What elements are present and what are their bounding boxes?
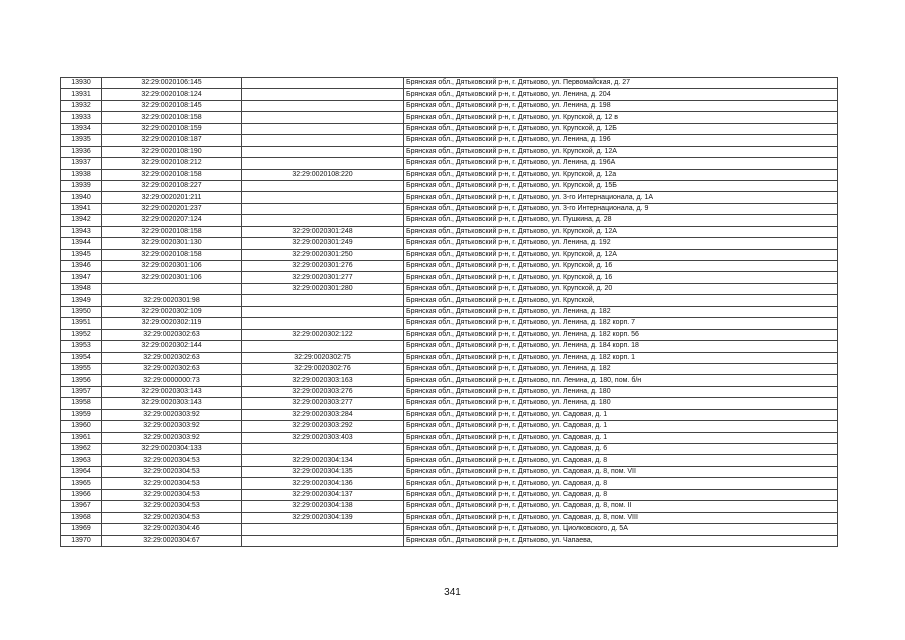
- record-number-cell: 13931: [61, 89, 102, 100]
- table-row: [61, 455, 838, 466]
- cadastral-number-cell: 32:29:0020108:158: [102, 249, 242, 260]
- related-cadastral-number-cell: 32:29:0020303:163: [242, 375, 404, 386]
- address-cell: Брянская обл., Дятьковский р-н, г. Дятьково, ул. Садовая, д. 8: [404, 478, 838, 489]
- cadastral-number-cell: 32:29:0020304:67: [102, 535, 242, 546]
- address-cell: Брянская обл., Дятьковский р-н, г. Дятьково, ул. Крупской, д. 16: [404, 272, 838, 283]
- address-cell: Брянская обл., Дятьковский р-н, г. Дятьково, ул. Пушкина, д. 28: [404, 215, 838, 226]
- related-cadastral-number-cell: 32:29:0020303:292: [242, 421, 404, 432]
- address-cell: Брянская обл., Дятьковский р-н, г. Дятьково, ул. Ленина, д. 182: [404, 363, 838, 374]
- record-number-cell: 13941: [61, 203, 102, 214]
- record-number-cell: 13952: [61, 329, 102, 340]
- related-cadastral-number-cell: 32:29:0020301:248: [242, 226, 404, 237]
- record-number-cell: 13969: [61, 524, 102, 535]
- cadastral-number-cell: 32:29:0020301:130: [102, 238, 242, 249]
- related-cadastral-number-cell: [242, 535, 404, 546]
- record-number-cell: 13940: [61, 192, 102, 203]
- cadastral-number-cell: 32:29:0020303:92: [102, 421, 242, 432]
- address-cell: Брянская обл., Дятьковский р-н, г. Дятьково, ул. Чапаева,: [404, 535, 838, 546]
- table-row: [61, 158, 838, 169]
- address-cell: Брянская обл., Дятьковский р-н, г. Дятьково, ул. Крупской, д. 12А: [404, 146, 838, 157]
- address-cell: Брянская обл., Дятьковский р-н, г. Дятьково, ул. Крупской, д. 12 в: [404, 112, 838, 123]
- record-number-cell: 13935: [61, 135, 102, 146]
- address-cell: Брянская обл., Дятьковский р-н, г. Дятьково, ул. Ленина, д. 180: [404, 398, 838, 409]
- table-row: [61, 272, 838, 283]
- related-cadastral-number-cell: [242, 192, 404, 203]
- cadastral-number-cell: 32:29:0020303:92: [102, 432, 242, 443]
- table-row: [61, 421, 838, 432]
- table-row: [61, 123, 838, 134]
- record-number-cell: 13956: [61, 375, 102, 386]
- cadastral-number-cell: 32:29:0020304:53: [102, 501, 242, 512]
- related-cadastral-number-cell: 32:29:0020301:250: [242, 249, 404, 260]
- record-number-cell: 13965: [61, 478, 102, 489]
- table-row: [61, 329, 838, 340]
- related-cadastral-number-cell: [242, 135, 404, 146]
- cadastral-number-cell: 32:29:0020201:211: [102, 192, 242, 203]
- cadastral-number-cell: 32:29:0020304:53: [102, 478, 242, 489]
- record-number-cell: 13966: [61, 489, 102, 500]
- related-cadastral-number-cell: 32:29:0020304:135: [242, 466, 404, 477]
- related-cadastral-number-cell: [242, 180, 404, 191]
- cadastral-number-cell: 32:29:0020304:133: [102, 444, 242, 455]
- cadastral-number-cell: 32:29:0020207:124: [102, 215, 242, 226]
- address-cell: Брянская обл., Дятьковский р-н, г. Дятьково, ул. Ленина, д. 182 корп. 56: [404, 329, 838, 340]
- related-cadastral-number-cell: 32:29:0020303:284: [242, 409, 404, 420]
- address-cell: Брянская обл., Дятьковский р-н, г. Дятьково, ул. Садовая, д. 1: [404, 432, 838, 443]
- address-cell: Брянская обл., Дятьковский р-н, г. Дятьково, ул. Циолковского, д. 5А: [404, 524, 838, 535]
- record-number-cell: 13936: [61, 146, 102, 157]
- related-cadastral-number-cell: [242, 100, 404, 111]
- cadastral-number-cell: 32:29:0020108:124: [102, 89, 242, 100]
- table-row: [61, 215, 838, 226]
- record-number-cell: 13943: [61, 226, 102, 237]
- cadastral-number-cell: 32:29:0020201:237: [102, 203, 242, 214]
- cadastral-number-cell: 32:29:0020108:159: [102, 123, 242, 134]
- table-row: [61, 100, 838, 111]
- address-cell: Брянская обл., Дятьковский р-н, г. Дятьково, ул. 3-го Интернационала, д. 1А: [404, 192, 838, 203]
- related-cadastral-number-cell: [242, 146, 404, 157]
- cadastral-number-cell: 32:29:0020302:63: [102, 329, 242, 340]
- related-cadastral-number-cell: [242, 78, 404, 89]
- table-row: [61, 89, 838, 100]
- cadastral-number-cell: 32:29:0020302:144: [102, 341, 242, 352]
- related-cadastral-number-cell: [242, 112, 404, 123]
- cadastral-number-cell: 32:29:0020108:158: [102, 226, 242, 237]
- related-cadastral-number-cell: [242, 158, 404, 169]
- address-cell: Брянская обл., Дятьковский р-н, г. Дятьково, ул. Крупской,: [404, 295, 838, 306]
- cadastral-number-cell: 32:29:0000000:73: [102, 375, 242, 386]
- record-number-cell: 13960: [61, 421, 102, 432]
- table-row: [61, 78, 838, 89]
- related-cadastral-number-cell: 32:29:0020304:137: [242, 489, 404, 500]
- related-cadastral-number-cell: 32:29:0020304:136: [242, 478, 404, 489]
- cadastral-number-cell: 32:29:0020108:212: [102, 158, 242, 169]
- address-cell: Брянская обл., Дятьковский р-н, г. Дятьково, ул. Садовая, д. 8, пом. VII: [404, 466, 838, 477]
- record-number-cell: 13932: [61, 100, 102, 111]
- address-cell: Брянская обл., Дятьковский р-н, г. Дятьково, ул. Крупской, д. 20: [404, 283, 838, 294]
- table-row: [61, 444, 838, 455]
- registry-table-body: [61, 78, 838, 547]
- address-cell: Брянская обл., Дятьковский р-н, г. Дятьково, ул. Садовая, д. 6: [404, 444, 838, 455]
- address-cell: Брянская обл., Дятьковский р-н, г. Дятьково, ул. Ленина, д. 180: [404, 386, 838, 397]
- address-cell: Брянская обл., Дятьковский р-н, г. Дятьково, ул. Ленина, д. 182 корп. 7: [404, 318, 838, 329]
- related-cadastral-number-cell: 32:29:0020304:139: [242, 512, 404, 523]
- table-row: [61, 409, 838, 420]
- address-cell: Брянская обл., Дятьковский р-н, г. Дятьково, ул. Ленина, д. 182 корп. 1: [404, 352, 838, 363]
- record-number-cell: 13944: [61, 238, 102, 249]
- cadastral-number-cell: 32:29:0020302:63: [102, 363, 242, 374]
- record-number-cell: 13950: [61, 306, 102, 317]
- cadastral-number-cell: 32:29:0020304:53: [102, 512, 242, 523]
- cadastral-number-cell: 32:29:0020304:53: [102, 489, 242, 500]
- table-row: [61, 226, 838, 237]
- table-row: [61, 135, 838, 146]
- table-row: [61, 489, 838, 500]
- related-cadastral-number-cell: [242, 318, 404, 329]
- cadastral-number-cell: 32:29:0020301:106: [102, 261, 242, 272]
- address-cell: Брянская обл., Дятьковский р-н, г. Дятьково, ул. Крупской, д. 12Б: [404, 123, 838, 134]
- record-number-cell: 13934: [61, 123, 102, 134]
- record-number-cell: 13953: [61, 341, 102, 352]
- related-cadastral-number-cell: 32:29:0020302:76: [242, 363, 404, 374]
- table-row: [61, 203, 838, 214]
- address-cell: Брянская обл., Дятьковский р-н, г. Дятьково, ул. Ленина, д. 198: [404, 100, 838, 111]
- cadastral-number-cell: 32:29:0020303:143: [102, 398, 242, 409]
- table-row: [61, 306, 838, 317]
- address-cell: Брянская обл., Дятьковский р-н, г. Дятьково, ул. Крупской, д. 16: [404, 261, 838, 272]
- record-number-cell: 13961: [61, 432, 102, 443]
- address-cell: Брянская обл., Дятьковский р-н, г. Дятьково, ул. Ленина, д. 184 корп. 18: [404, 341, 838, 352]
- related-cadastral-number-cell: 32:29:0020303:403: [242, 432, 404, 443]
- table-row: [61, 180, 838, 191]
- cadastral-number-cell: 32:29:0020108:190: [102, 146, 242, 157]
- cadastral-number-cell: 32:29:0020302:109: [102, 306, 242, 317]
- related-cadastral-number-cell: [242, 123, 404, 134]
- record-number-cell: 13958: [61, 398, 102, 409]
- cadastral-number-cell: 32:29:0020303:143: [102, 386, 242, 397]
- record-number-cell: 13945: [61, 249, 102, 260]
- record-number-cell: 13948: [61, 283, 102, 294]
- table-row: [61, 192, 838, 203]
- table-row: [61, 238, 838, 249]
- address-cell: Брянская обл., Дятьковский р-н, г. Дятьково, ул. Ленина, д. 196: [404, 135, 838, 146]
- related-cadastral-number-cell: 32:29:0020303:277: [242, 398, 404, 409]
- record-number-cell: 13963: [61, 455, 102, 466]
- record-number-cell: 13967: [61, 501, 102, 512]
- record-number-cell: 13962: [61, 444, 102, 455]
- table-row: [61, 283, 838, 294]
- record-number-cell: 13933: [61, 112, 102, 123]
- table-row: [61, 478, 838, 489]
- related-cadastral-number-cell: 32:29:0020301:280: [242, 283, 404, 294]
- cadastral-number-cell: 32:29:0020304:46: [102, 524, 242, 535]
- cadastral-number-cell: 32:29:0020108:145: [102, 100, 242, 111]
- table-row: [61, 398, 838, 409]
- table-row: [61, 524, 838, 535]
- table-row: [61, 363, 838, 374]
- related-cadastral-number-cell: [242, 203, 404, 214]
- related-cadastral-number-cell: 32:29:0020302:75: [242, 352, 404, 363]
- record-number-cell: 13959: [61, 409, 102, 420]
- address-cell: Брянская обл., Дятьковский р-н, г. Дятьково, ул. Первомайская, д. 27: [404, 78, 838, 89]
- address-cell: Брянская обл., Дятьковский р-н, г. Дятьково, ул. Крупской, д. 12А: [404, 249, 838, 260]
- cadastral-number-cell: [102, 283, 242, 294]
- record-number-cell: 13964: [61, 466, 102, 477]
- related-cadastral-number-cell: [242, 215, 404, 226]
- table-row: [61, 169, 838, 180]
- cadastral-number-cell: 32:29:0020302:119: [102, 318, 242, 329]
- record-number-cell: 13938: [61, 169, 102, 180]
- cadastral-number-cell: 32:29:0020108:187: [102, 135, 242, 146]
- record-number-cell: 13937: [61, 158, 102, 169]
- table-row: [61, 535, 838, 546]
- address-cell: Брянская обл., Дятьковский р-н, г. Дятьково, ул. Крупской, д. 12А: [404, 226, 838, 237]
- record-number-cell: 13954: [61, 352, 102, 363]
- cadastral-number-cell: 32:29:0020302:63: [102, 352, 242, 363]
- table-row: [61, 112, 838, 123]
- record-number-cell: 13955: [61, 363, 102, 374]
- cadastral-number-cell: 32:29:0020304:53: [102, 466, 242, 477]
- table-row: [61, 341, 838, 352]
- address-cell: Брянская обл., Дятьковский р-н, г. Дятьково, ул. Садовая, д. 8, пом. VIII: [404, 512, 838, 523]
- related-cadastral-number-cell: [242, 295, 404, 306]
- address-cell: Брянская обл., Дятьковский р-н, г. Дятьково, ул. Ленина, д. 204: [404, 89, 838, 100]
- record-number-cell: 13942: [61, 215, 102, 226]
- table-row: [61, 146, 838, 157]
- address-cell: Брянская обл., Дятьковский р-н, г. Дятьково, пл. Ленина, д. 180, пом. б/н: [404, 375, 838, 386]
- address-cell: Брянская обл., Дятьковский р-н, г. Дятьково, ул. Ленина, д. 182: [404, 306, 838, 317]
- related-cadastral-number-cell: 32:29:0020108:220: [242, 169, 404, 180]
- record-number-cell: 13949: [61, 295, 102, 306]
- address-cell: Брянская обл., Дятьковский р-н, г. Дятьково, ул. Садовая, д. 1: [404, 421, 838, 432]
- related-cadastral-number-cell: [242, 306, 404, 317]
- table-row: [61, 386, 838, 397]
- address-cell: Брянская обл., Дятьковский р-н, г. Дятьково, ул. Ленина, д. 196А: [404, 158, 838, 169]
- table-row: [61, 295, 838, 306]
- address-cell: Брянская обл., Дятьковский р-н, г. Дятьково, ул. 3-го Интернационала, д. 9: [404, 203, 838, 214]
- related-cadastral-number-cell: [242, 89, 404, 100]
- record-number-cell: 13951: [61, 318, 102, 329]
- table-row: [61, 249, 838, 260]
- related-cadastral-number-cell: 32:29:0020304:134: [242, 455, 404, 466]
- record-number-cell: 13957: [61, 386, 102, 397]
- related-cadastral-number-cell: 32:29:0020302:122: [242, 329, 404, 340]
- record-number-cell: 13968: [61, 512, 102, 523]
- address-cell: Брянская обл., Дятьковский р-н, г. Дятьково, ул. Крупской, д. 12а: [404, 169, 838, 180]
- record-number-cell: 13946: [61, 261, 102, 272]
- related-cadastral-number-cell: 32:29:0020303:276: [242, 386, 404, 397]
- table-row: [61, 432, 838, 443]
- related-cadastral-number-cell: 32:29:0020301:249: [242, 238, 404, 249]
- cadastral-number-cell: 32:29:0020301:98: [102, 295, 242, 306]
- record-number-cell: 13930: [61, 78, 102, 89]
- related-cadastral-number-cell: 32:29:0020301:276: [242, 261, 404, 272]
- record-number-cell: 13947: [61, 272, 102, 283]
- cadastral-number-cell: 32:29:0020106:145: [102, 78, 242, 89]
- table-row: [61, 375, 838, 386]
- registry-table: [60, 77, 838, 547]
- related-cadastral-number-cell: [242, 341, 404, 352]
- related-cadastral-number-cell: [242, 524, 404, 535]
- address-cell: Брянская обл., Дятьковский р-н, г. Дятьково, ул. Садовая, д. 8, пом. II: [404, 501, 838, 512]
- table-row: [61, 352, 838, 363]
- cadastral-number-cell: 32:29:0020304:53: [102, 455, 242, 466]
- address-cell: Брянская обл., Дятьковский р-н, г. Дятьково, ул. Крупской, д. 15Б: [404, 180, 838, 191]
- table-row: [61, 466, 838, 477]
- table-row: [61, 318, 838, 329]
- address-cell: Брянская обл., Дятьковский р-н, г. Дятьково, ул. Садовая, д. 1: [404, 409, 838, 420]
- cadastral-number-cell: 32:29:0020108:227: [102, 180, 242, 191]
- address-cell: Брянская обл., Дятьковский р-н, г. Дятьково, ул. Садовая, д. 8: [404, 489, 838, 500]
- related-cadastral-number-cell: [242, 444, 404, 455]
- address-cell: Брянская обл., Дятьковский р-н, г. Дятьково, ул. Садовая, д. 8: [404, 455, 838, 466]
- cadastral-number-cell: 32:29:0020301:106: [102, 272, 242, 283]
- page-number: 341: [444, 587, 461, 598]
- related-cadastral-number-cell: 32:29:0020301:277: [242, 272, 404, 283]
- table-row: [61, 501, 838, 512]
- cadastral-number-cell: 32:29:0020303:92: [102, 409, 242, 420]
- related-cadastral-number-cell: 32:29:0020304:138: [242, 501, 404, 512]
- cadastral-number-cell: 32:29:0020108:158: [102, 112, 242, 123]
- table-row: [61, 261, 838, 272]
- record-number-cell: 13939: [61, 180, 102, 191]
- record-number-cell: 13970: [61, 535, 102, 546]
- table-row: [61, 512, 838, 523]
- cadastral-number-cell: 32:29:0020108:158: [102, 169, 242, 180]
- address-cell: Брянская обл., Дятьковский р-н, г. Дятьково, ул. Ленина, д. 192: [404, 238, 838, 249]
